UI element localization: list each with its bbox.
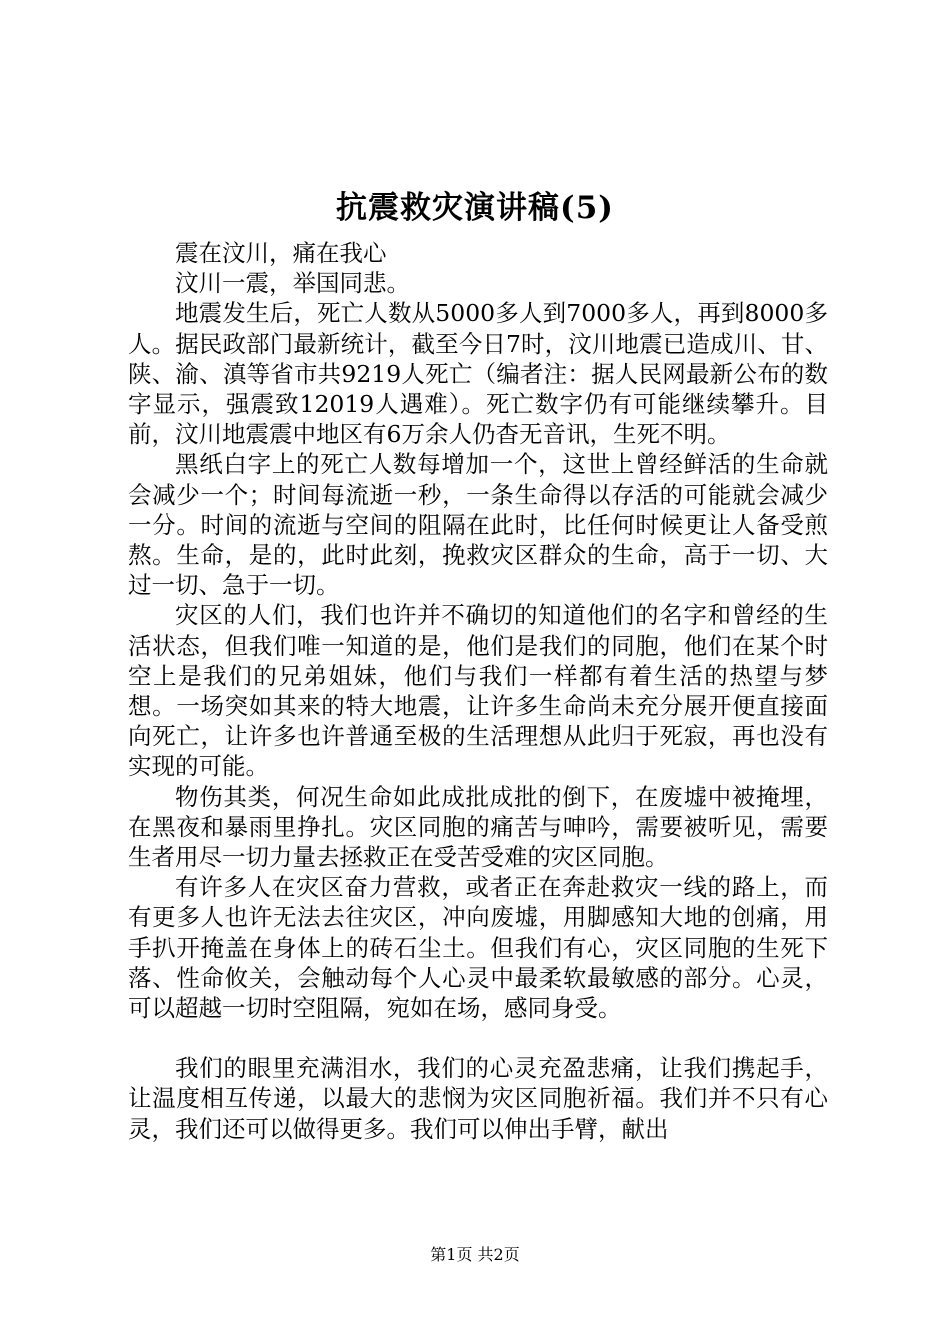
paragraph: 汶川一震，举国同悲。: [175, 269, 410, 298]
document-title: 抗震救灾演讲稿(5): [336, 190, 614, 226]
document-body: [128, 238, 828, 1144]
paragraph: 灾区的人们，我们也许并不确切的知道他们的名字和曾经的生活状态，但我们唯一知道的是，他们是我们的同胞，他们在某个时空上是我们的兄弟姐妹，他们与我们一样都有着生活的热望与梦想。一场突如其来的特大地震，让许多生命尚未充分展开便直接面向死亡，让许多也许普通至极的生活理想从此归于死寂，再也没有实现的可能。: [128, 601, 828, 781]
paragraph: 黑纸白字上的死亡人数每增加一个，这世上曾经鲜活的生命就会减少一个；时间每流逝一秒，一条生命得以存活的可能就会减少一分。时间的流逝与空间的阻隔在此时，比任何时候更让人备受煎熬。生命，是的，此时此刻，挽救灾区群众的生命，高于一切、大过一切、急于一切。: [128, 450, 828, 600]
page-footer: 第1页 共2页: [430, 1245, 520, 1264]
paragraph: 我们的眼里充满泪水，我们的心灵充盈悲痛，让我们携起手，让温度相互传递，以最大的悲悯为灾区同胞祈福。我们并不只有心灵，我们还可以做得更多。我们可以伸出手臂，献出: [128, 1054, 828, 1143]
paragraph: 地震发生后，死亡人数从5000多人到7000多人，再到8000多人。据民政部门最新统计，截至今日7时，汶川地震已造成川、甘、陕、渝、滇等省市共9219人死亡（编者注：据人民网最新公布的数字显示，强震致12019人遇难）。死亡数字仍有可能继续攀升。目前，汶川地震震中地区有6万余人仍杳无音讯，生死不明。: [128, 299, 828, 449]
paragraph: 震在汶川，痛在我心: [175, 239, 387, 267]
paragraph: 有许多人在灾区奋力营救，或者正在奔赴救灾一线的路上，而有更多人也许无法去往灾区，冲向废墟，用脚感知大地的创痛，用手扒开掩盖在身体上的砖石尘土。但我们有心，灾区同胞的生死下落、性命攸关，会触动每个人心灵中最柔软最敏感的部分。心灵，可以超越一切时空阻隔，宛如在场，感同身受。: [128, 873, 828, 1023]
paragraph: 物伤其类，何况生命如此成批成批的倒下，在废墟中被掩埋，在黑夜和暴雨里挣扎。灾区同胞的痛苦与呻吟，需要被听见，需要生者用尽一切力量去拯救正在受苦受难的灾区同胞。: [128, 782, 828, 872]
